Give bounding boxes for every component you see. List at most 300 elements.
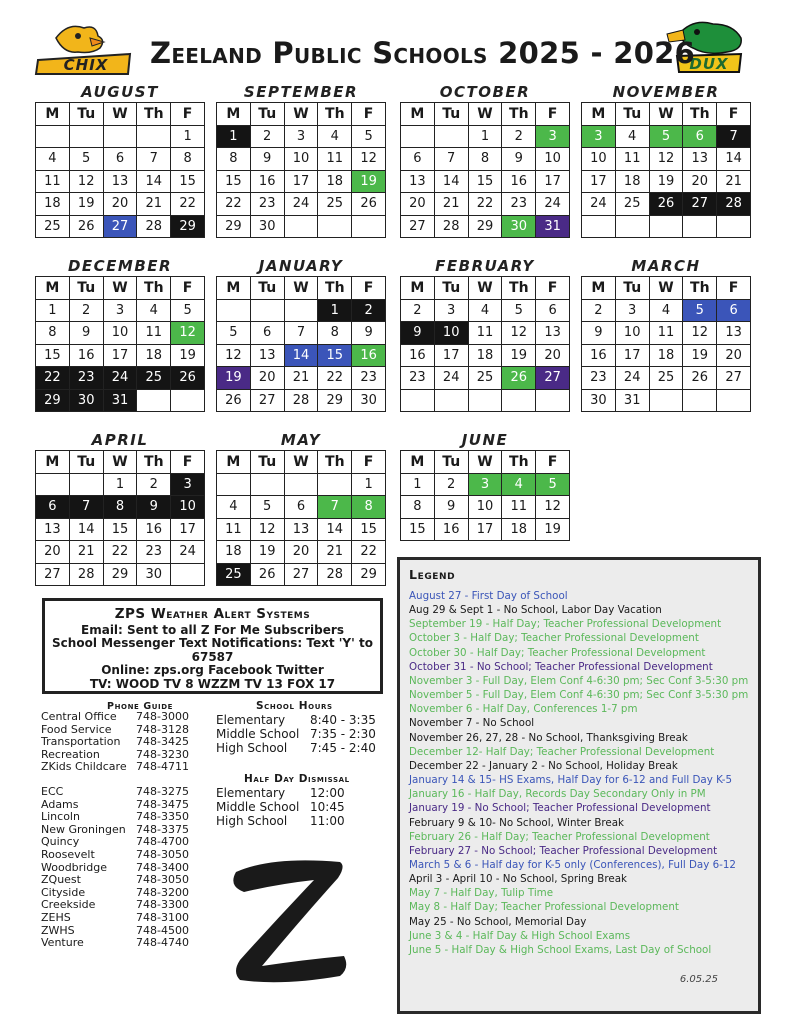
hours-entry-label: Middle School — [216, 727, 300, 742]
month-table — [216, 102, 386, 238]
day-cell — [615, 215, 649, 238]
day-cell: 17 — [171, 518, 205, 541]
weekday-header: F — [352, 277, 386, 300]
month-april — [35, 430, 205, 586]
day-cell: 2 — [137, 473, 171, 496]
day-cell: 13 — [36, 518, 70, 541]
weekday-header: M — [36, 451, 70, 474]
weekday-header: F — [171, 451, 205, 474]
day-cell: 4 — [217, 496, 251, 519]
day-cell: 29 — [318, 389, 352, 412]
weekday-header: Th — [502, 103, 536, 126]
day-cell: 3 — [284, 125, 318, 148]
day-cell: 5 — [683, 299, 717, 322]
month-table — [400, 450, 570, 541]
legend-item: October 31 - No School; Teacher Professional Development — [409, 660, 713, 673]
legend-item: January 14 & 15- HS Exams, Half Day for 6-12 and Full Day K-5 — [409, 774, 733, 787]
day-cell: 10 — [284, 148, 318, 171]
day-cell: 27 — [401, 215, 435, 238]
day-cell: 10 — [615, 322, 649, 345]
day-cell: 29 — [352, 563, 386, 586]
month-table — [35, 102, 205, 238]
weekday-header: Th — [683, 277, 717, 300]
day-cell: 27 — [103, 215, 137, 238]
weekday-header: Tu — [434, 103, 468, 126]
phone-entry-label: ZEHS — [41, 910, 71, 924]
day-cell: 16 — [401, 344, 435, 367]
legend-item: June 3 & 4 - Half Day & High School Exams — [409, 929, 631, 942]
day-cell: 3 — [582, 125, 616, 148]
day-cell: 7 — [137, 148, 171, 171]
day-cell: 15 — [318, 344, 352, 367]
day-cell: 26 — [683, 367, 717, 390]
day-cell: 26 — [502, 367, 536, 390]
day-cell: 12 — [217, 344, 251, 367]
month-name: APRIL — [91, 431, 149, 449]
weekday-header: M — [217, 451, 251, 474]
day-cell: 1 — [171, 125, 205, 148]
day-cell: 26 — [250, 563, 284, 586]
weekday-header: M — [36, 277, 70, 300]
weekday-header: W — [468, 451, 502, 474]
day-cell: 16 — [502, 170, 536, 193]
phone-entry-label: Recreation — [41, 747, 100, 761]
month-name: DECEMBER — [67, 257, 173, 275]
phone-entry-label: Venture — [41, 936, 84, 950]
day-cell — [683, 215, 717, 238]
day-cell — [649, 389, 683, 412]
half-day-entry-label: Middle School — [216, 800, 300, 815]
day-cell: 23 — [352, 367, 386, 390]
legend-heading: Legend — [409, 567, 456, 582]
day-cell — [318, 215, 352, 238]
weekday-header: Th — [318, 277, 352, 300]
legend-item: September 19 - Half Day; Teacher Professional Development — [409, 618, 722, 631]
day-cell: 19 — [536, 518, 570, 541]
day-cell: 23 — [582, 367, 616, 390]
weekday-header: M — [582, 277, 616, 300]
day-cell: 6 — [103, 148, 137, 171]
day-cell: 12 — [502, 322, 536, 345]
day-cell — [284, 299, 318, 322]
day-cell: 17 — [615, 344, 649, 367]
day-cell: 9 — [401, 322, 435, 345]
day-cell: 8 — [171, 148, 205, 171]
day-cell: 7 — [434, 148, 468, 171]
day-cell: 13 — [401, 170, 435, 193]
day-cell: 15 — [171, 170, 205, 193]
day-cell — [401, 389, 435, 412]
phone-entry-value: 748-3100 — [136, 910, 189, 924]
day-cell: 24 — [103, 367, 137, 390]
day-cell: 23 — [250, 193, 284, 216]
half-day-heading: Half Day Dismissal — [244, 773, 350, 785]
weekday-header: Th — [318, 451, 352, 474]
weekday-header: Tu — [250, 277, 284, 300]
day-cell: 5 — [250, 496, 284, 519]
weekday-header: W — [103, 451, 137, 474]
day-cell: 28 — [137, 215, 171, 238]
day-cell: 9 — [582, 322, 616, 345]
day-cell — [502, 389, 536, 412]
school-hours-heading: School Hours — [256, 700, 333, 712]
phone-entry-value: 748-4500 — [136, 923, 189, 937]
phone-entry-label: Roosevelt — [41, 847, 95, 861]
day-cell: 11 — [217, 518, 251, 541]
weekday-header: W — [284, 103, 318, 126]
weekday-header: Tu — [69, 103, 103, 126]
weekday-header: F — [536, 103, 570, 126]
day-cell: 25 — [615, 193, 649, 216]
chix-logo — [34, 20, 134, 76]
phone-guide-heading: Phone Guide — [107, 701, 173, 712]
phone-entry — [41, 711, 189, 724]
day-cell: 11 — [502, 496, 536, 519]
phone-entry — [41, 811, 189, 824]
dux-logo-text: DUX — [689, 55, 729, 73]
month-february — [400, 256, 570, 412]
phone-guide-list-1 — [41, 711, 189, 774]
legend-item: November 5 - Full Day, Elem Conf 4-6:30 pm; Sec Conf 3-5:30 pm — [409, 689, 749, 702]
day-cell: 17 — [434, 344, 468, 367]
day-cell: 6 — [717, 299, 751, 322]
day-cell: 26 — [217, 389, 251, 412]
weekday-header: F — [352, 103, 386, 126]
day-cell: 25 — [137, 367, 171, 390]
half-day-entry-value: 10:45 — [310, 800, 345, 815]
day-cell: 26 — [69, 215, 103, 238]
day-cell: 14 — [434, 170, 468, 193]
day-cell: 8 — [36, 322, 70, 345]
day-cell — [69, 473, 103, 496]
legend-item: May 7 - Half Day, Tulip Time — [409, 887, 554, 900]
day-cell — [352, 215, 386, 238]
day-cell: 29 — [468, 215, 502, 238]
half-day-entry-label: High School — [216, 814, 288, 829]
weekday-header: W — [468, 103, 502, 126]
day-cell — [401, 125, 435, 148]
weekday-header: Th — [137, 103, 171, 126]
month-name: NOVEMBER — [612, 83, 720, 101]
day-cell — [250, 473, 284, 496]
day-cell: 16 — [352, 344, 386, 367]
phone-entry-value: 748-3350 — [136, 810, 189, 824]
phone-entry-label: Central Office — [41, 710, 117, 723]
weekday-header: Th — [318, 103, 352, 126]
day-cell: 1 — [318, 299, 352, 322]
month-january — [216, 256, 386, 412]
legend-item: January 19 - No School; Teacher Professional Development — [409, 802, 711, 815]
legend-item: November 3 - Full Day, Elem Conf 4-6:30 pm; Sec Conf 3-5:30 pm — [409, 674, 749, 687]
day-cell: 9 — [434, 496, 468, 519]
weekday-header: F — [717, 277, 751, 300]
school-hours-list — [216, 713, 376, 756]
weekday-header: Th — [683, 103, 717, 126]
day-cell: 6 — [401, 148, 435, 171]
day-cell: 20 — [284, 541, 318, 564]
day-cell: 12 — [250, 518, 284, 541]
weekday-header: W — [649, 277, 683, 300]
phone-entry — [41, 736, 189, 749]
legend-item: June 5 - Half Day & High School Exams, Last Day of School — [409, 943, 712, 956]
day-cell: 27 — [250, 389, 284, 412]
day-cell: 8 — [401, 496, 435, 519]
day-cell: 23 — [137, 541, 171, 564]
day-cell: 2 — [401, 299, 435, 322]
month-name: JANUARY — [258, 257, 344, 275]
day-cell — [717, 389, 751, 412]
weekday-header: W — [284, 277, 318, 300]
day-cell: 8 — [318, 322, 352, 345]
legend-item: Aug 29 & Sept 1 - No School, Labor Day Vacation — [409, 604, 662, 617]
day-cell: 28 — [434, 215, 468, 238]
phone-entry-value: 748-3230 — [136, 747, 189, 761]
day-cell: 27 — [717, 367, 751, 390]
day-cell — [649, 215, 683, 238]
day-cell: 11 — [36, 170, 70, 193]
day-cell: 22 — [318, 367, 352, 390]
day-cell: 31 — [103, 389, 137, 412]
day-cell: 10 — [582, 148, 616, 171]
day-cell: 27 — [683, 193, 717, 216]
half-day-entry — [216, 800, 345, 814]
legend-item: May 8 - Half Day; Teacher Professional Development — [409, 901, 679, 914]
weekday-header: Th — [502, 277, 536, 300]
day-cell: 19 — [250, 541, 284, 564]
day-cell: 2 — [250, 125, 284, 148]
day-cell — [171, 563, 205, 586]
day-cell: 16 — [137, 518, 171, 541]
day-cell: 7 — [318, 496, 352, 519]
weekday-header: M — [401, 277, 435, 300]
half-day-entry — [216, 786, 345, 800]
day-cell: 4 — [615, 125, 649, 148]
month-december — [35, 256, 205, 412]
weekday-header: Tu — [250, 103, 284, 126]
day-cell: 23 — [69, 367, 103, 390]
day-cell: 1 — [103, 473, 137, 496]
day-cell: 30 — [352, 389, 386, 412]
day-cell: 9 — [69, 322, 103, 345]
month-name: OCTOBER — [439, 83, 531, 101]
day-cell — [217, 299, 251, 322]
month-name: AUGUST — [81, 83, 159, 101]
month-table — [35, 276, 205, 412]
day-cell: 2 — [69, 299, 103, 322]
day-cell — [717, 215, 751, 238]
day-cell: 6 — [36, 496, 70, 519]
day-cell: 14 — [284, 344, 318, 367]
weekday-header: Th — [502, 451, 536, 474]
month-name: SEPTEMBER — [243, 83, 359, 101]
phone-entry-value: 748-3275 — [136, 785, 189, 798]
day-cell: 12 — [536, 496, 570, 519]
day-cell: 7 — [69, 496, 103, 519]
day-cell: 11 — [137, 322, 171, 345]
day-cell: 28 — [69, 563, 103, 586]
day-cell — [36, 473, 70, 496]
day-cell: 19 — [683, 344, 717, 367]
weekday-header: M — [401, 451, 435, 474]
hours-entry-label: Elementary — [216, 713, 286, 727]
day-cell: 27 — [284, 563, 318, 586]
day-cell — [434, 389, 468, 412]
phone-entry — [41, 761, 189, 774]
day-cell: 5 — [217, 322, 251, 345]
month-table — [400, 276, 570, 412]
month-table — [400, 102, 570, 238]
title-district: Zeeland Public Schools — [150, 36, 488, 70]
day-cell — [434, 125, 468, 148]
day-cell: 28 — [318, 563, 352, 586]
weekday-header: Tu — [434, 451, 468, 474]
day-cell: 12 — [649, 148, 683, 171]
day-cell: 15 — [103, 518, 137, 541]
day-cell: 18 — [137, 344, 171, 367]
day-cell — [217, 473, 251, 496]
legend-item: May 25 - No School, Memorial Day — [409, 915, 587, 928]
day-cell: 15 — [36, 344, 70, 367]
day-cell: 4 — [502, 473, 536, 496]
weekday-header: Tu — [69, 277, 103, 300]
legend-item: February 26 - Half Day; Teacher Professional Development — [409, 830, 710, 843]
day-cell: 5 — [352, 125, 386, 148]
day-cell — [582, 215, 616, 238]
half-day-list — [216, 786, 345, 829]
day-cell: 19 — [217, 367, 251, 390]
day-cell — [250, 299, 284, 322]
weekday-header: M — [401, 103, 435, 126]
day-cell: 19 — [171, 344, 205, 367]
phone-entry-value: 748-3050 — [136, 873, 189, 887]
weekday-header: W — [284, 451, 318, 474]
hours-entry-value: 7:45 - 2:40 — [310, 741, 376, 756]
month-name: JUNE — [461, 431, 509, 449]
day-cell: 6 — [284, 496, 318, 519]
day-cell: 10 — [103, 322, 137, 345]
weekday-header: Tu — [615, 103, 649, 126]
day-cell: 16 — [250, 170, 284, 193]
day-cell: 22 — [103, 541, 137, 564]
month-name: MAY — [280, 431, 322, 449]
day-cell: 25 — [318, 193, 352, 216]
day-cell: 3 — [536, 125, 570, 148]
day-cell: 11 — [649, 322, 683, 345]
legend-item: August 27 - First Day of School — [409, 590, 568, 602]
day-cell — [36, 125, 70, 148]
day-cell: 13 — [284, 518, 318, 541]
day-cell: 3 — [103, 299, 137, 322]
legend-item: March 5 & 6 - Half day for K-5 only (Conferences), Full Day 6-12 — [409, 858, 736, 871]
phone-entry-label: Food Service — [41, 722, 112, 736]
day-cell: 7 — [717, 125, 751, 148]
day-cell: 5 — [171, 299, 205, 322]
month-october — [400, 82, 570, 238]
day-cell: 12 — [683, 322, 717, 345]
day-cell: 29 — [103, 563, 137, 586]
day-cell — [536, 389, 570, 412]
day-cell: 25 — [649, 367, 683, 390]
day-cell: 20 — [36, 541, 70, 564]
weekday-header: F — [536, 451, 570, 474]
month-name: FEBRUARY — [435, 257, 535, 275]
month-november — [581, 82, 751, 238]
day-cell: 21 — [137, 193, 171, 216]
half-day-entry-value: 11:00 — [310, 814, 345, 829]
phone-entry-label: Adams — [41, 797, 79, 811]
month-september — [216, 82, 386, 238]
day-cell: 13 — [717, 322, 751, 345]
hours-entry-value: 7:35 - 2:30 — [310, 727, 376, 742]
phone-entry-label: ZKids Childcare — [41, 760, 127, 774]
day-cell: 22 — [217, 193, 251, 216]
phone-entry-label: Transportation — [41, 735, 121, 749]
day-cell: 2 — [434, 473, 468, 496]
phone-entry-label: Quincy — [41, 835, 80, 849]
weekday-header: Tu — [250, 451, 284, 474]
day-cell: 30 — [69, 389, 103, 412]
day-cell: 16 — [69, 344, 103, 367]
month-table — [581, 276, 751, 412]
day-cell — [137, 389, 171, 412]
day-cell: 29 — [217, 215, 251, 238]
legend-item: November 26, 27, 28 - No School, Thanksgiving Break — [409, 731, 688, 744]
page-title — [150, 36, 696, 70]
day-cell: 1 — [36, 299, 70, 322]
day-cell: 5 — [502, 299, 536, 322]
phone-entry-value: 748-4700 — [136, 835, 189, 849]
phone-entry-value: 748-3425 — [136, 735, 189, 749]
weekday-header: Tu — [69, 451, 103, 474]
day-cell: 20 — [103, 193, 137, 216]
day-cell: 5 — [536, 473, 570, 496]
month-june — [400, 430, 570, 541]
day-cell: 19 — [649, 170, 683, 193]
day-cell: 30 — [137, 563, 171, 586]
month-may — [216, 430, 386, 586]
phone-entry-value: 748-3400 — [136, 860, 189, 874]
version-date: 6.05.25 — [679, 974, 718, 985]
day-cell: 22 — [171, 193, 205, 216]
day-cell: 1 — [401, 473, 435, 496]
day-cell — [468, 389, 502, 412]
legend-item: February 27 - No School; Teacher Professional Development — [409, 844, 718, 857]
day-cell: 18 — [615, 170, 649, 193]
phone-entry-label: Lincoln — [41, 810, 80, 824]
phone-guide-list-2 — [41, 786, 189, 950]
day-cell: 14 — [717, 148, 751, 171]
month-table — [216, 450, 386, 586]
day-cell: 18 — [468, 344, 502, 367]
day-cell: 24 — [536, 193, 570, 216]
day-cell: 21 — [318, 541, 352, 564]
day-cell: 4 — [468, 299, 502, 322]
day-cell: 27 — [36, 563, 70, 586]
day-cell: 24 — [171, 541, 205, 564]
day-cell: 1 — [468, 125, 502, 148]
day-cell: 24 — [582, 193, 616, 216]
day-cell: 9 — [352, 322, 386, 345]
month-table — [216, 276, 386, 412]
day-cell: 24 — [615, 367, 649, 390]
phone-entry — [41, 849, 189, 862]
day-cell: 29 — [171, 215, 205, 238]
weekday-header: Tu — [615, 277, 649, 300]
weekday-header: Tu — [434, 277, 468, 300]
day-cell: 26 — [171, 367, 205, 390]
day-cell — [137, 125, 171, 148]
day-cell: 21 — [284, 367, 318, 390]
